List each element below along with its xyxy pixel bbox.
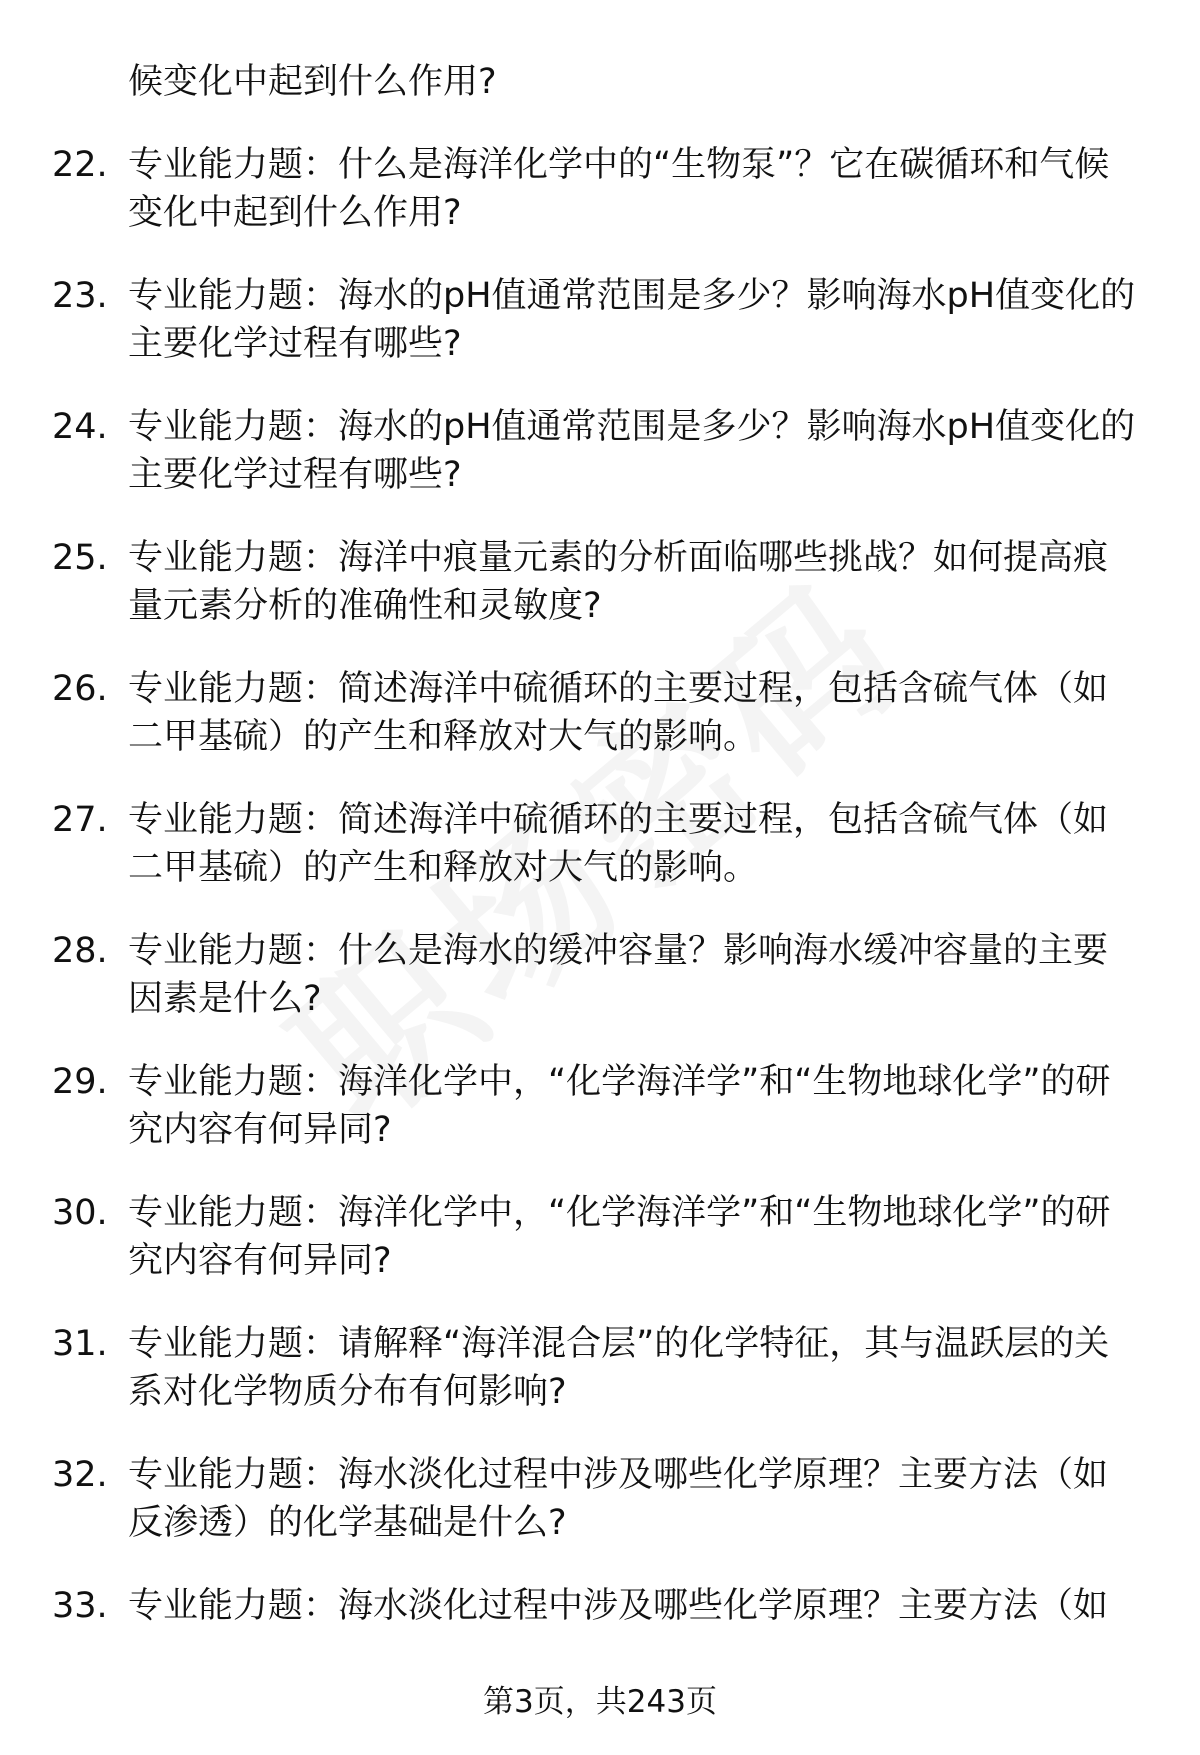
question-number: 25. <box>52 538 108 578</box>
list-item <box>52 927 1152 1058</box>
question-text: 专业能力题：什么是海水的缓冲容量？影响海水缓冲容量的主要因素是什么? <box>128 931 1109 1019</box>
list-item <box>52 403 1152 534</box>
question-text: 专业能力题：海洋中痕量元素的分析面临哪些挑战？如何提高痕量元素分析的准确性和灵敏度? <box>128 538 1109 626</box>
question-text: 专业能力题：简述海洋中硫循环的主要过程，包括含硫气体（如二甲基硫）的产生和释放对大气的影响。 <box>128 800 1109 888</box>
continuation-text: 候变化中起到什么作用? <box>128 62 497 102</box>
question-number: 32. <box>52 1455 108 1495</box>
list-item <box>52 665 1152 796</box>
question-number: 26. <box>52 669 108 709</box>
question-number: 33. <box>52 1586 108 1626</box>
list-item <box>52 1320 1152 1451</box>
question-text: 专业能力题：海水淡化过程中涉及哪些化学原理？主要方法（如反渗透）的化学基础是什么? <box>128 1455 1109 1543</box>
list-item <box>52 1451 1152 1582</box>
list-item <box>52 534 1152 665</box>
list-item <box>52 272 1152 403</box>
page-footer: 第3页，共243页 <box>483 1684 717 1720</box>
question-list <box>52 141 1152 1713</box>
list-item <box>52 1058 1152 1189</box>
question-number: 30. <box>52 1193 108 1233</box>
question-number: 23. <box>52 276 108 316</box>
question-text: 专业能力题：什么是海洋化学中的“生物泵”？它在碳循环和气候变化中起到什么作用? <box>128 145 1110 233</box>
question-number: 27. <box>52 800 108 840</box>
list-item <box>52 796 1152 927</box>
question-text: 专业能力题：请解释“海洋混合层”的化学特征，其与温跃层的关系对化学物质分布有何影响? <box>128 1324 1110 1412</box>
question-text: 专业能力题：海洋化学中，“化学海洋学”和“生物地球化学”的研究内容有何异同? <box>128 1193 1111 1281</box>
list-item <box>52 141 1152 272</box>
question-number: 29. <box>52 1062 108 1102</box>
question-number: 31. <box>52 1324 108 1364</box>
question-number: 22. <box>52 145 108 185</box>
question-number: 28. <box>52 931 108 971</box>
question-text: 专业能力题：海水的pH值通常范围是多少？影响海水pH值变化的主要化学过程有哪些? <box>128 276 1136 364</box>
question-text: 专业能力题：海水的pH值通常范围是多少？影响海水pH值变化的主要化学过程有哪些? <box>128 407 1136 495</box>
question-text: 专业能力题：海洋化学中，“化学海洋学”和“生物地球化学”的研究内容有何异同? <box>128 1062 1111 1150</box>
question-text: 专业能力题：海水淡化过程中涉及哪些化学原理？主要方法（如 <box>128 1586 1109 1626</box>
question-text: 专业能力题：简述海洋中硫循环的主要过程，包括含硫气体（如二甲基硫）的产生和释放对大气的影响。 <box>128 669 1109 757</box>
question-number: 24. <box>52 407 108 447</box>
list-item <box>52 1189 1152 1320</box>
